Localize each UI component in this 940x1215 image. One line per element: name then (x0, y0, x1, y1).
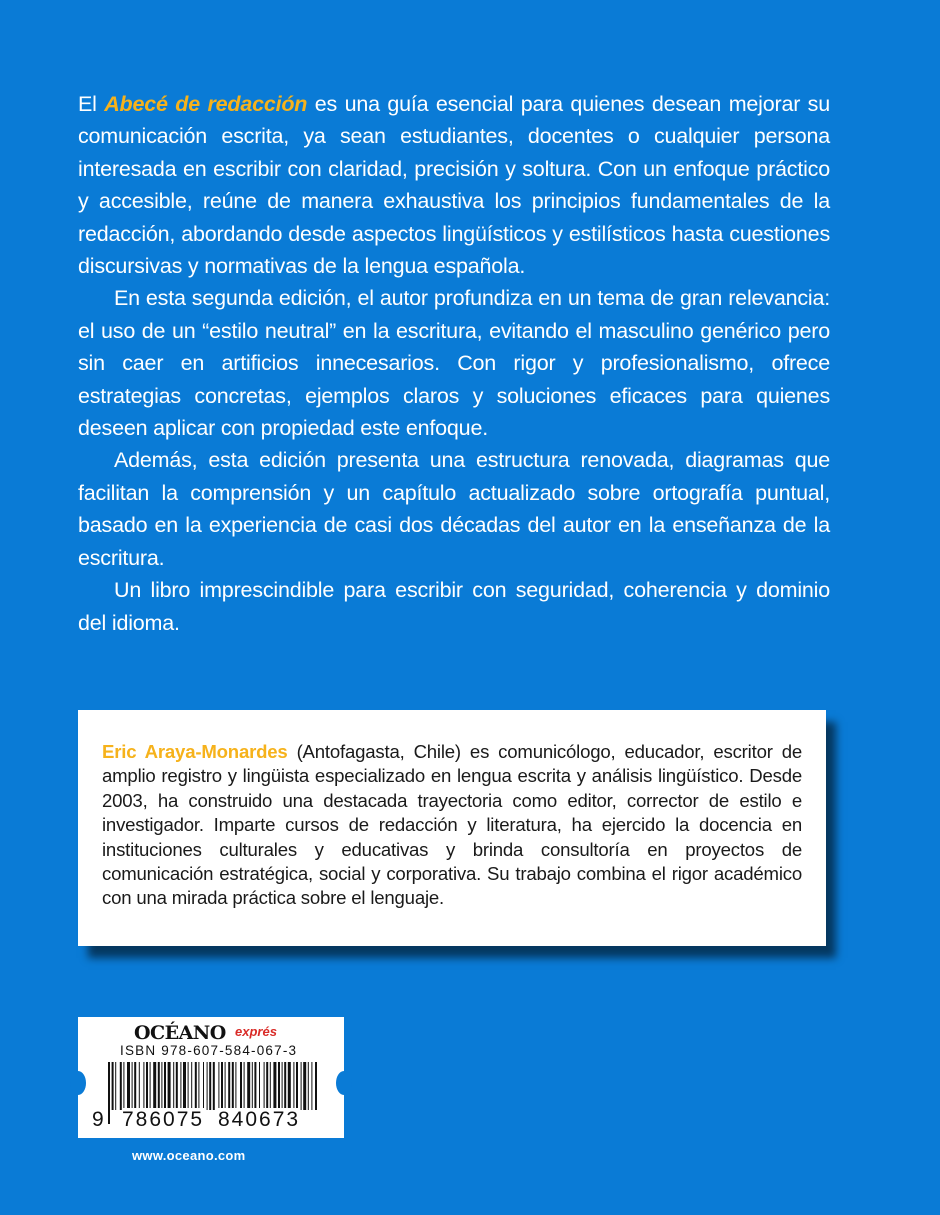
publisher-logo: OCÉANO (134, 1022, 226, 1044)
author-name: Eric Araya-Monardes (102, 741, 288, 762)
author-bio-text: (Antofagasta, Chile) es comunicólogo, educador, escritor de amplio registro y lingüista especializado en lengua escrita y análisis lingüístico. Desde 2003, ha construido una destacada trayectoria como editor, corrector de estilo e investigador. Imparte cursos de redacción y literatura, ha ejercido la docencia en instituciones culturales y educativas y brinda consultoría en proyectos de comunicación estratégica, social y corporativa. Su trabajo combina el rigor académico con una mirada práctica sobre el lenguaje. (102, 741, 802, 909)
barcode-digit-first: 9 (92, 1108, 106, 1131)
blurb-paragraph-1-text: es una guía esencial para quienes desean mejorar su comunicación escrita, ya sean estudiantes, docentes o cualquier persona interesada en escribir con claridad, precisión y soltura. Con un enfoque práctico y accesible, reúne de manera exhaustiva los principios fundamentales de la redacción, abordando desde aspectos lingüísticos y estilísticos hasta cuestiones discursivas y normativas de la lengua española. (78, 92, 830, 279)
back-cover-blurb (78, 88, 830, 639)
isbn-barcode-label (78, 1017, 344, 1138)
label-notch-right (336, 1071, 352, 1095)
blurb-lead: El (78, 92, 105, 116)
author-bio (102, 740, 802, 911)
blurb-paragraph-3: Además, esta edición presenta una estructura renovada, diagramas que facilitan la comprensión y un capítulo actualizado sobre ortografía puntual, basado en la experiencia de casi dos décadas del autor en la enseñanza de la escritura. (78, 448, 830, 570)
book-title: Abecé de redacción (104, 92, 308, 116)
barcode-digits-right: 840673 (218, 1108, 301, 1131)
isbn-number: ISBN 978-607-584-067-3 (120, 1043, 298, 1058)
publisher-imprint: exprés (235, 1024, 277, 1039)
label-notch-left (70, 1071, 86, 1095)
blurb-paragraph-1 (78, 88, 830, 282)
blurb-paragraph-4: Un libro imprescindible para escribir con seguridad, coherencia y dominio del idioma. (78, 578, 830, 635)
publisher-url: www.oceano.com (132, 1148, 246, 1163)
blurb-paragraph-2: En esta segunda edición, el autor profundiza en un tema de gran relevancia: el uso de un “estilo neutral” en la escritura, evitando el masculino genérico pero sin caer en artificios innecesarios. Con rigor y profesionalismo, ofrece estrategias concretas, ejemplos claros y soluciones eficaces para quienes deseen aplicar con propiedad este enfoque. (78, 286, 830, 441)
author-bio-box (78, 710, 826, 946)
barcode-digits-left: 786075 (122, 1108, 205, 1131)
